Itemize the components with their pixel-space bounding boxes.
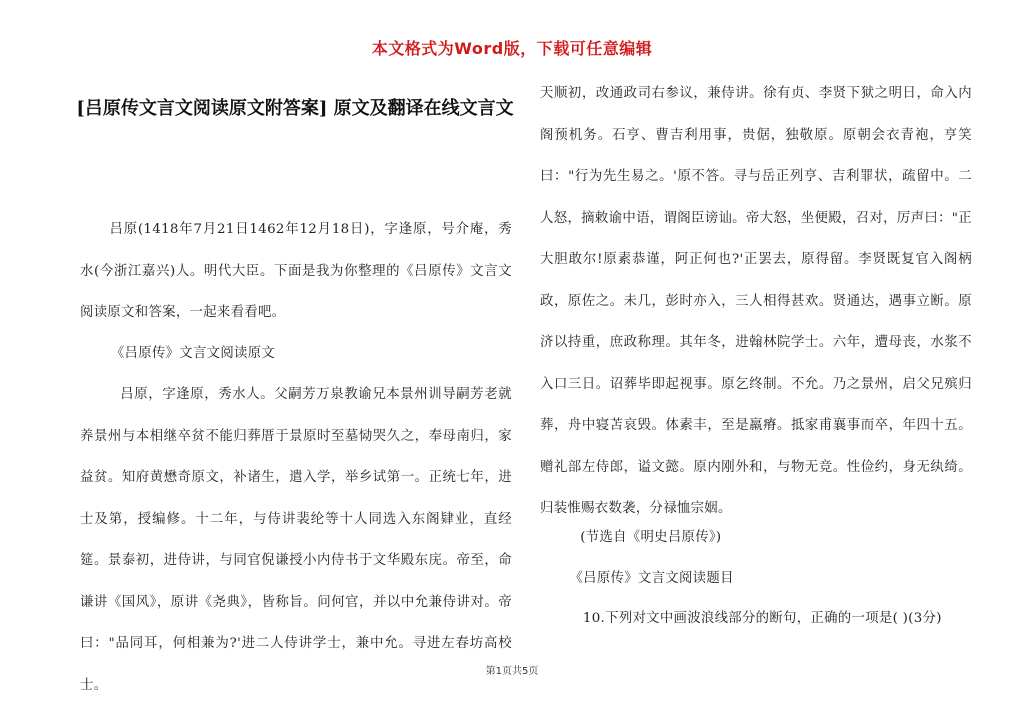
section-heading: 《吕原传》文言文阅读原文 bbox=[110, 346, 276, 361]
page-title: [吕原传文言文阅读原文附答案] 原文及翻译在线文言文 bbox=[76, 98, 514, 119]
original-text-part-1: 吕原，字逢原，秀水人。父嗣芳万泉教谕兄本景州训导嗣芳老就养景州与本相继卒贫不能归葬厝于景原时至墓恸哭久之，奉母南归，家益贫。知府黄懋奇原文，补诸生，遣入学，举乡试第一。正统七年，进士及第，授编修。十二年，与侍讲裴纶等十人同选入东阁肄业，直经筵。景泰初，进侍讲，与同官倪谦授小内侍书于文华殿东庑。帝至，命谦讲《国风》，原讲《尧典》，皆称旨。问何官，并以中允兼侍讲对。帝曰："品同耳，何相兼为?'进二人侍讲学士，兼中允。寻进左春坊高校士。 bbox=[80, 387, 512, 693]
source-note: (节选自《明史吕原传》) bbox=[580, 530, 722, 545]
question-10: 10.下列对文中画波浪线部分的断句，正确的一项是( )(3分) bbox=[582, 611, 942, 626]
original-text-part-2: 天顺初，改通政司右参议，兼侍讲。徐有贞、李贤下狱之明日，命入内阁预机务。石亨、曹吉利用事，贵倨，独敬原。原朝会衣青袍，亨笑曰："行为先生易之。'原不答。寻与岳正列亨、吉利罪状，疏留中。二人怒，摘敕谕中语，谓阁臣谤讪。帝大怒，坐便殿，召对，厉声曰："正大胆敢尔!原素恭谨，阿正何也?'正罢去，原得留。李贤既复官入阁柄政，原佐之。未几，彭时亦入，三人相得甚欢。贤通达，遇事立断。原济以持重，庶政称理。其年冬，进翰林院学士。六年，遭母丧，水浆不入口三日。诏葬毕即起视事。原乞终制。不允。乃之景州，启父兄殡归葬，舟中寝苫哀毁。体素丰，至是羸瘠。抵家甫襄事而卒，年四十五。赠礼部左侍郎，谥文懿。原内刚外和，与物无竞。性俭约，身无纨绮。归装惟赐衣数袭，分禄恤宗姻。 bbox=[540, 86, 972, 516]
questions-heading: 《吕原传》文言文阅读题目 bbox=[569, 571, 734, 586]
page-number: 第1页共5页 bbox=[485, 666, 539, 677]
intro-paragraph: 吕原(1418年7月21日1462年12月18日)，字逢原，号介庵，秀水(今浙江嘉兴)人。明代大臣。下面是我为你整理的《吕原传》文言文阅读原文和答案，一起来看看吧。 bbox=[80, 222, 512, 320]
download-banner: 本文格式为Word版，下载可任意编辑 bbox=[371, 39, 653, 58]
